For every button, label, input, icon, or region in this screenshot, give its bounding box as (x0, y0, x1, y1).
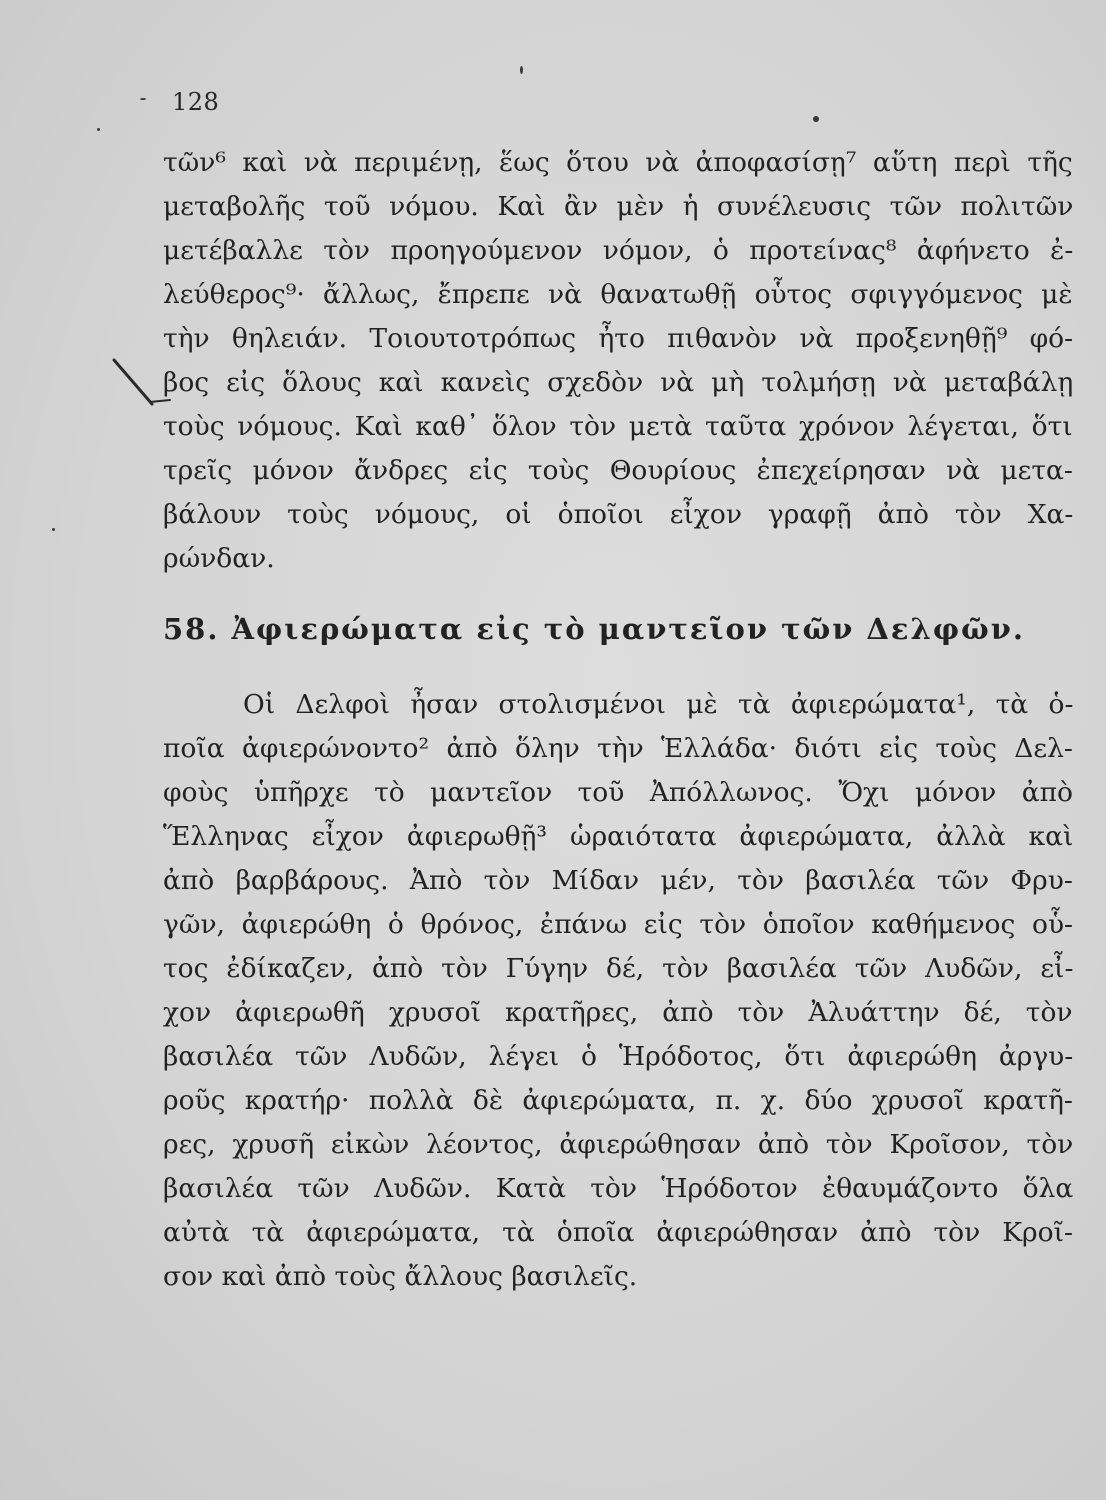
ink-speck (520, 66, 523, 74)
text-line: ρες, χρυσῆ εἰκὼν λέοντος, ἀφιερώθησαν ἀπὸ τὸν Κροῖσον, τὸν (163, 1129, 1074, 1160)
text-line: Ἕλληνας εἶχον ἀφιερωθῇ³ ὡραιότατα ἀφιερώματα, ἀλλὰ καὶ (163, 821, 1074, 852)
section-heading: 58. Ἀφιερώματα εἰς τὸ μαντεῖον τῶν Δελφῶν. (163, 612, 1025, 646)
text-line: τὴν θηλειάν. Τοιουτοτρόπως ἦτο πιθανὸν νὰ προξενηθῇ⁹ φό- (163, 323, 1074, 354)
text-line: λεύθερος⁹· ἄλλως, ἔπρεπε νὰ θανατωθῇ οὗτος σφιγγόμενος μὲ (163, 279, 1073, 310)
page-number: 128 (172, 88, 220, 116)
text-line: ἀπὸ βαρβάρους. Ἀπὸ τὸν Μίδαν μέν, τὸν βασιλέα τῶν Φρυ- (163, 865, 1073, 896)
text-line: Οἱ Δελφοὶ ἦσαν στολισμένοι μὲ τὰ ἀφιερώματα¹, τὰ ὁ- (243, 689, 1074, 720)
text-line: ροῦς κρατήρ· πολλὰ δὲ ἀφιερώματα, π. χ. δύο χρυσοῖ κρατῆ- (163, 1085, 1073, 1116)
text-line: μετέβαλλε τὸν προηγούμενον νόμον, ὁ προτείνας⁸ ἀφήνετο ἐ- (163, 235, 1074, 266)
text-line: ρώνδαν. (163, 543, 275, 574)
text-line: σον καὶ ἀπὸ τοὺς ἄλλους βασιλεῖς. (163, 1261, 638, 1292)
text-line: τρεῖς μόνον ἄνδρες εἰς τοὺς Θουρίους ἐπεχείρησαν νὰ μετα- (163, 455, 1073, 486)
ink-speck (140, 98, 146, 100)
text-line: γῶν, ἀφιερώθη ὁ θρόνος, ἐπάνω εἰς τὸν ὁποῖον καθήμενος οὗ- (163, 909, 1074, 940)
text-line: τῶν⁶ καὶ νὰ περιμένῃ, ἕως ὅτου νὰ ἀποφασίσῃ⁷ αὕτη περὶ τῆς (163, 147, 1073, 178)
ink-speck (97, 128, 100, 131)
text-line: φοὺς ὑπῆρχε τὸ μαντεῖον τοῦ Ἀπόλλωνος. Ὄχι μόνον ἀπὸ (163, 777, 1073, 808)
text-line: ποῖα ἀφιερώνοντο² ἀπὸ ὅλην τὴν Ἑλλάδα· διότι εἰς τοὺς Δελ- (163, 733, 1073, 764)
text-line: βος εἰς ὅλους καὶ κανεὶς σχεδὸν νὰ μὴ τολμήσῃ νὰ μεταβάλῃ (163, 367, 1074, 398)
text-line: βασιλέα τῶν Λυδῶν. Κατὰ τὸν Ἡρόδοτον ἐθαυμάζοντο ὅλα (163, 1173, 1074, 1204)
text-line: βασιλέα τῶν Λυδῶν, λέγει ὁ Ἡρόδοτος, ὅτι ἀφιερώθη ἀργυ- (163, 1041, 1074, 1072)
text-line: αὐτὰ τὰ ἀφιερώματα, τὰ ὁποῖα ἀφιερώθησαν ἀπὸ τὸν Κροῖ- (163, 1217, 1073, 1248)
ink-speck (52, 528, 55, 531)
ink-speck (813, 116, 819, 122)
text-line: μεταβολῆς τοῦ νόμου. Καὶ ἂν μὲν ἡ συνέλευσις τῶν πολιτῶν (163, 191, 1074, 222)
text-line: χον ἀφιερωθῆ χρυσοῖ κρατῆρες, ἀπὸ τὸν Ἀλυάττην δέ, τὸν (163, 997, 1073, 1028)
text-line: βάλουν τοὺς νόμους, οἱ ὁποῖοι εἶχον γραφῇ ἀπὸ τὸν Χα- (163, 499, 1074, 530)
text-line: τοὺς νόμους. Καὶ καθ᾽ ὅλον τὸν μετὰ ταῦτα χρόνον λέγεται, ὅτι (163, 411, 1073, 442)
text-line: τος ἐδίκαζεν, ἀπὸ τὸν Γύγην δέ, τὸν βασιλέα τῶν Λυδῶν, εἶ- (163, 953, 1074, 984)
